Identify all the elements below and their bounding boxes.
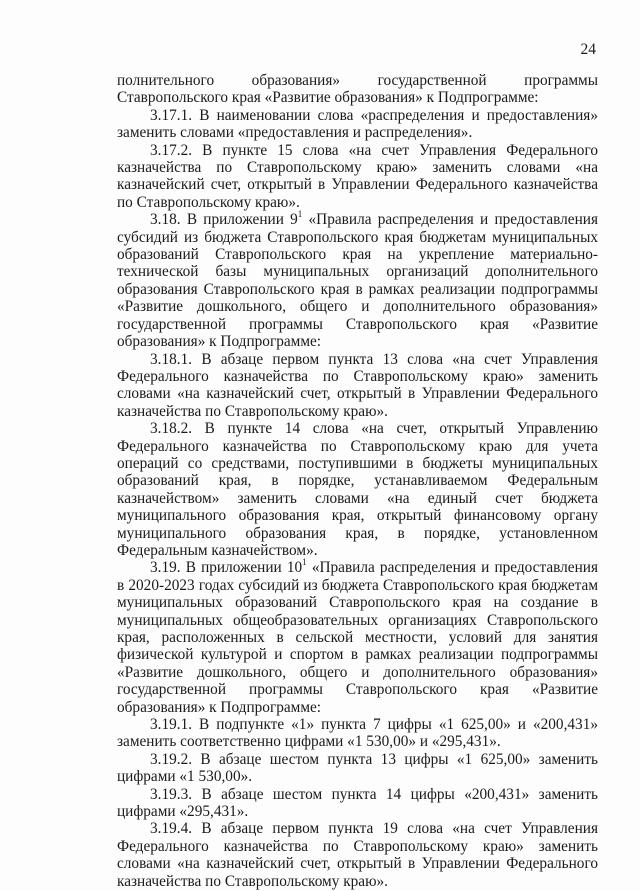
superscript: 1 <box>297 209 303 220</box>
document-body <box>117 72 598 890</box>
paragraph-3-18-rest: «Правила распределения и предоставления субсидий из бюджета Ставропольского края бюджетам муниципальных образований Ставропольского края на укрепление материально-технической базы муниципальных организаций дополнительного образования Ставропольского края в рамках реализации подпрограммы «Развитие дошкольного, общего и дополнительного образования» государственной программы Ставропольского края «Развитие образования» к Подпрограмме: <box>117 211 598 351</box>
paragraph-3-19-start: 3.19. В приложении 10 <box>150 559 303 577</box>
paragraph-3-19 <box>117 559 598 716</box>
paragraph-3-18-start: 3.18. В приложении 9 <box>150 211 298 229</box>
paragraph-3-19-4: 3.19.4. В абзаце первом пункта 19 слова «на счет Управления Федерального казначейства по Ставропольскому краю» заменить словами «на казначейский счет, открытый в Управлении Федерального казначейства по Ставропольскому краю». <box>117 820 598 890</box>
paragraph-3-17-1: 3.17.1. В наименовании слова «распределения и предоставления» заменить словами «предоставления и распределения». <box>117 106 598 142</box>
paragraph-3-18 <box>117 211 598 350</box>
paragraph-3-19-1: 3.19.1. В подпункте «1» пункта 7 цифры «1 625,00» и «200,431» заменить соответственно цифрами «1 530,00» и «295,431». <box>117 716 598 751</box>
paragraph-3-17-2: 3.17.2. В пункте 15 слова «на счет Управления Федерального казначейства по Ставропольскому краю» заменить словами «на казначейский счет, открытый в Управлении Федерального казначейства по Ставропольскому краю». <box>117 141 598 211</box>
paragraph-3-19-rest: «Правила распределения и предоставления в 2020-2023 годах субсидий из бюджета Ставропольского края бюджетам муниципальных образований Ставропольского края на создание в муниципальных общеобразовательных организациях Ставропольского края, расположенных в сельской местности, условий для занятия физической культурой и спортом в рамках реализации подпрограммы «Развитие дошкольного, общего и дополнительного образования» государственной программы Ставропольского края «Развитие образования» к Подпрограмме: <box>117 559 598 716</box>
paragraph-3-18-2: 3.18.2. В пункте 14 слова «на счет, открытый Управлению Федерального казначейства по Ставропольскому краю для учета операций со средствами, поступившими в бюджеты муниципальных образований края, в порядке, устанавливаемом Федеральным казначейством» заменить словами «на единый счет бюджета муниципального образования края, открытый финансовому органу муниципального образования края, в порядке, установленном Федеральным казначейством». <box>117 420 598 559</box>
paragraph-3-19-2: 3.19.2. В абзаце шестом пункта 13 цифры «1 625,00» заменить цифрами «1 530,00». <box>117 750 598 786</box>
paragraph-3-19-3: 3.19.3. В абзаце шестом пункта 14 цифры «200,431» заменить цифрами «295,431». <box>117 785 598 821</box>
page-number: 24 <box>580 41 596 58</box>
superscript: 1 <box>302 557 307 568</box>
paragraph-3-18-1: 3.18.1. В абзаце первом пункта 13 слова «на счет Управления Федерального казначейства по Ставропольскому краю» заменить словами «на казначейский счет, открытый в Управлении Федерального казначейства по Ставропольскому краю». <box>117 350 598 420</box>
paragraph-continuation: полнительного образования» государственной программы Ставропольского края «Развитие образования» к Подпрограмме: <box>117 72 598 107</box>
